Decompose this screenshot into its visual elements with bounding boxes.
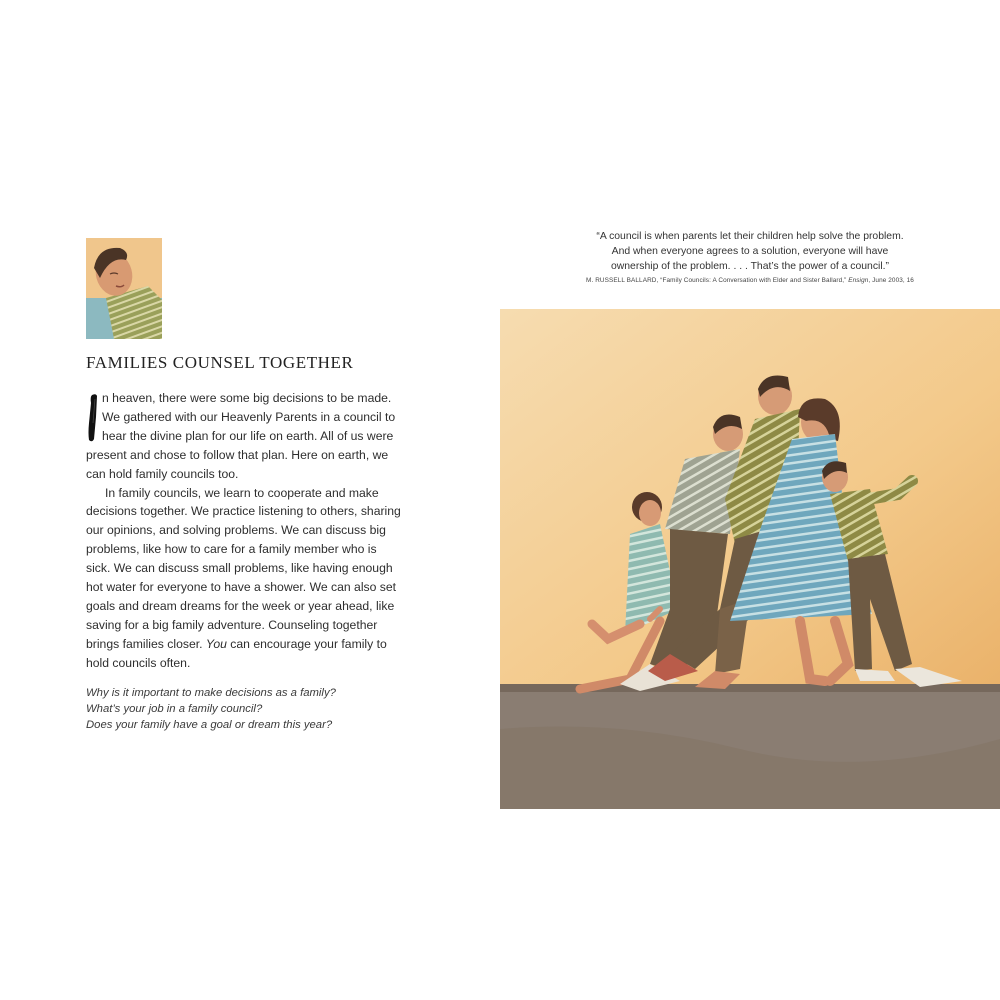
pull-quote — [548, 229, 952, 274]
quote-line: ownership of the problem. . . . That’s the power of a council.” — [611, 261, 889, 272]
emphasis-text: You — [205, 636, 227, 651]
question: Does your family have a goal or dream this year? — [86, 719, 333, 732]
boy-portrait-image — [86, 238, 162, 339]
paragraph-line: saving for a big family adventure. Counseling together — [86, 617, 378, 632]
paragraph-line: hear the divine plan for our life on earth. All of us were — [102, 428, 394, 443]
quote-attribution — [548, 277, 952, 284]
question: Why is it important to make decisions as a family? — [86, 687, 336, 699]
paragraph-line: sick. We can discuss small problems, like having enough — [86, 561, 393, 576]
body-text — [86, 389, 422, 673]
paragraph-line: decisions together. We practice listening to others, sharing — [86, 504, 401, 519]
attribution-date: , June 2003, 16 — [868, 277, 914, 284]
attribution-source: Ensign — [848, 277, 869, 284]
family-walking-image — [500, 309, 1000, 809]
paragraph-line: our opinions, and solving problems. We can discuss big — [86, 523, 386, 538]
quote-line: And when everyone agrees to a solution, everyone will have — [611, 246, 889, 257]
paragraph-line: In family councils, we learn to cooperate and make — [105, 485, 379, 500]
paragraph-2 — [86, 484, 422, 673]
paragraph-1 — [86, 389, 422, 484]
discussion-questions — [86, 685, 426, 734]
paragraph-line: hold councils often. — [86, 655, 191, 670]
paragraph-line: n heaven, there were some big decisions to be made. — [102, 391, 392, 405]
paragraph-line: We gathered with our Heavenly Parents in a council to — [102, 409, 396, 424]
paragraph-line: hot water for everyone to have a shower. We can also set — [86, 580, 397, 595]
dropcap-brush-letter — [86, 393, 102, 443]
paragraph-text: brings families closer. — [86, 636, 206, 651]
paragraph-text: can encourage your family to — [226, 636, 387, 651]
quote-line: “A council is when parents let their children help solve the problem. — [596, 231, 904, 242]
paragraph-line: problems, like how to care for a family member who is — [86, 542, 377, 557]
paragraph-line: can hold family councils too. — [86, 466, 239, 481]
page-heading: FAMILIES COUNSEL TOGETHER — [86, 353, 354, 372]
paragraph-line — [86, 635, 422, 654]
thumbnail-illustration — [86, 238, 162, 339]
attribution-author: M. RUSSELL BALLARD, “Family Councils: A Conversation with Elder and Sister Ballard,” — [586, 277, 849, 284]
paragraph-line: goals and dream dreams for the week or year ahead, like — [86, 598, 395, 613]
paragraph-line: present and chose to follow that plan. Here on earth, we — [86, 447, 389, 462]
question: What’s your job in a family council? — [86, 703, 263, 716]
family-illustration — [500, 309, 1000, 809]
